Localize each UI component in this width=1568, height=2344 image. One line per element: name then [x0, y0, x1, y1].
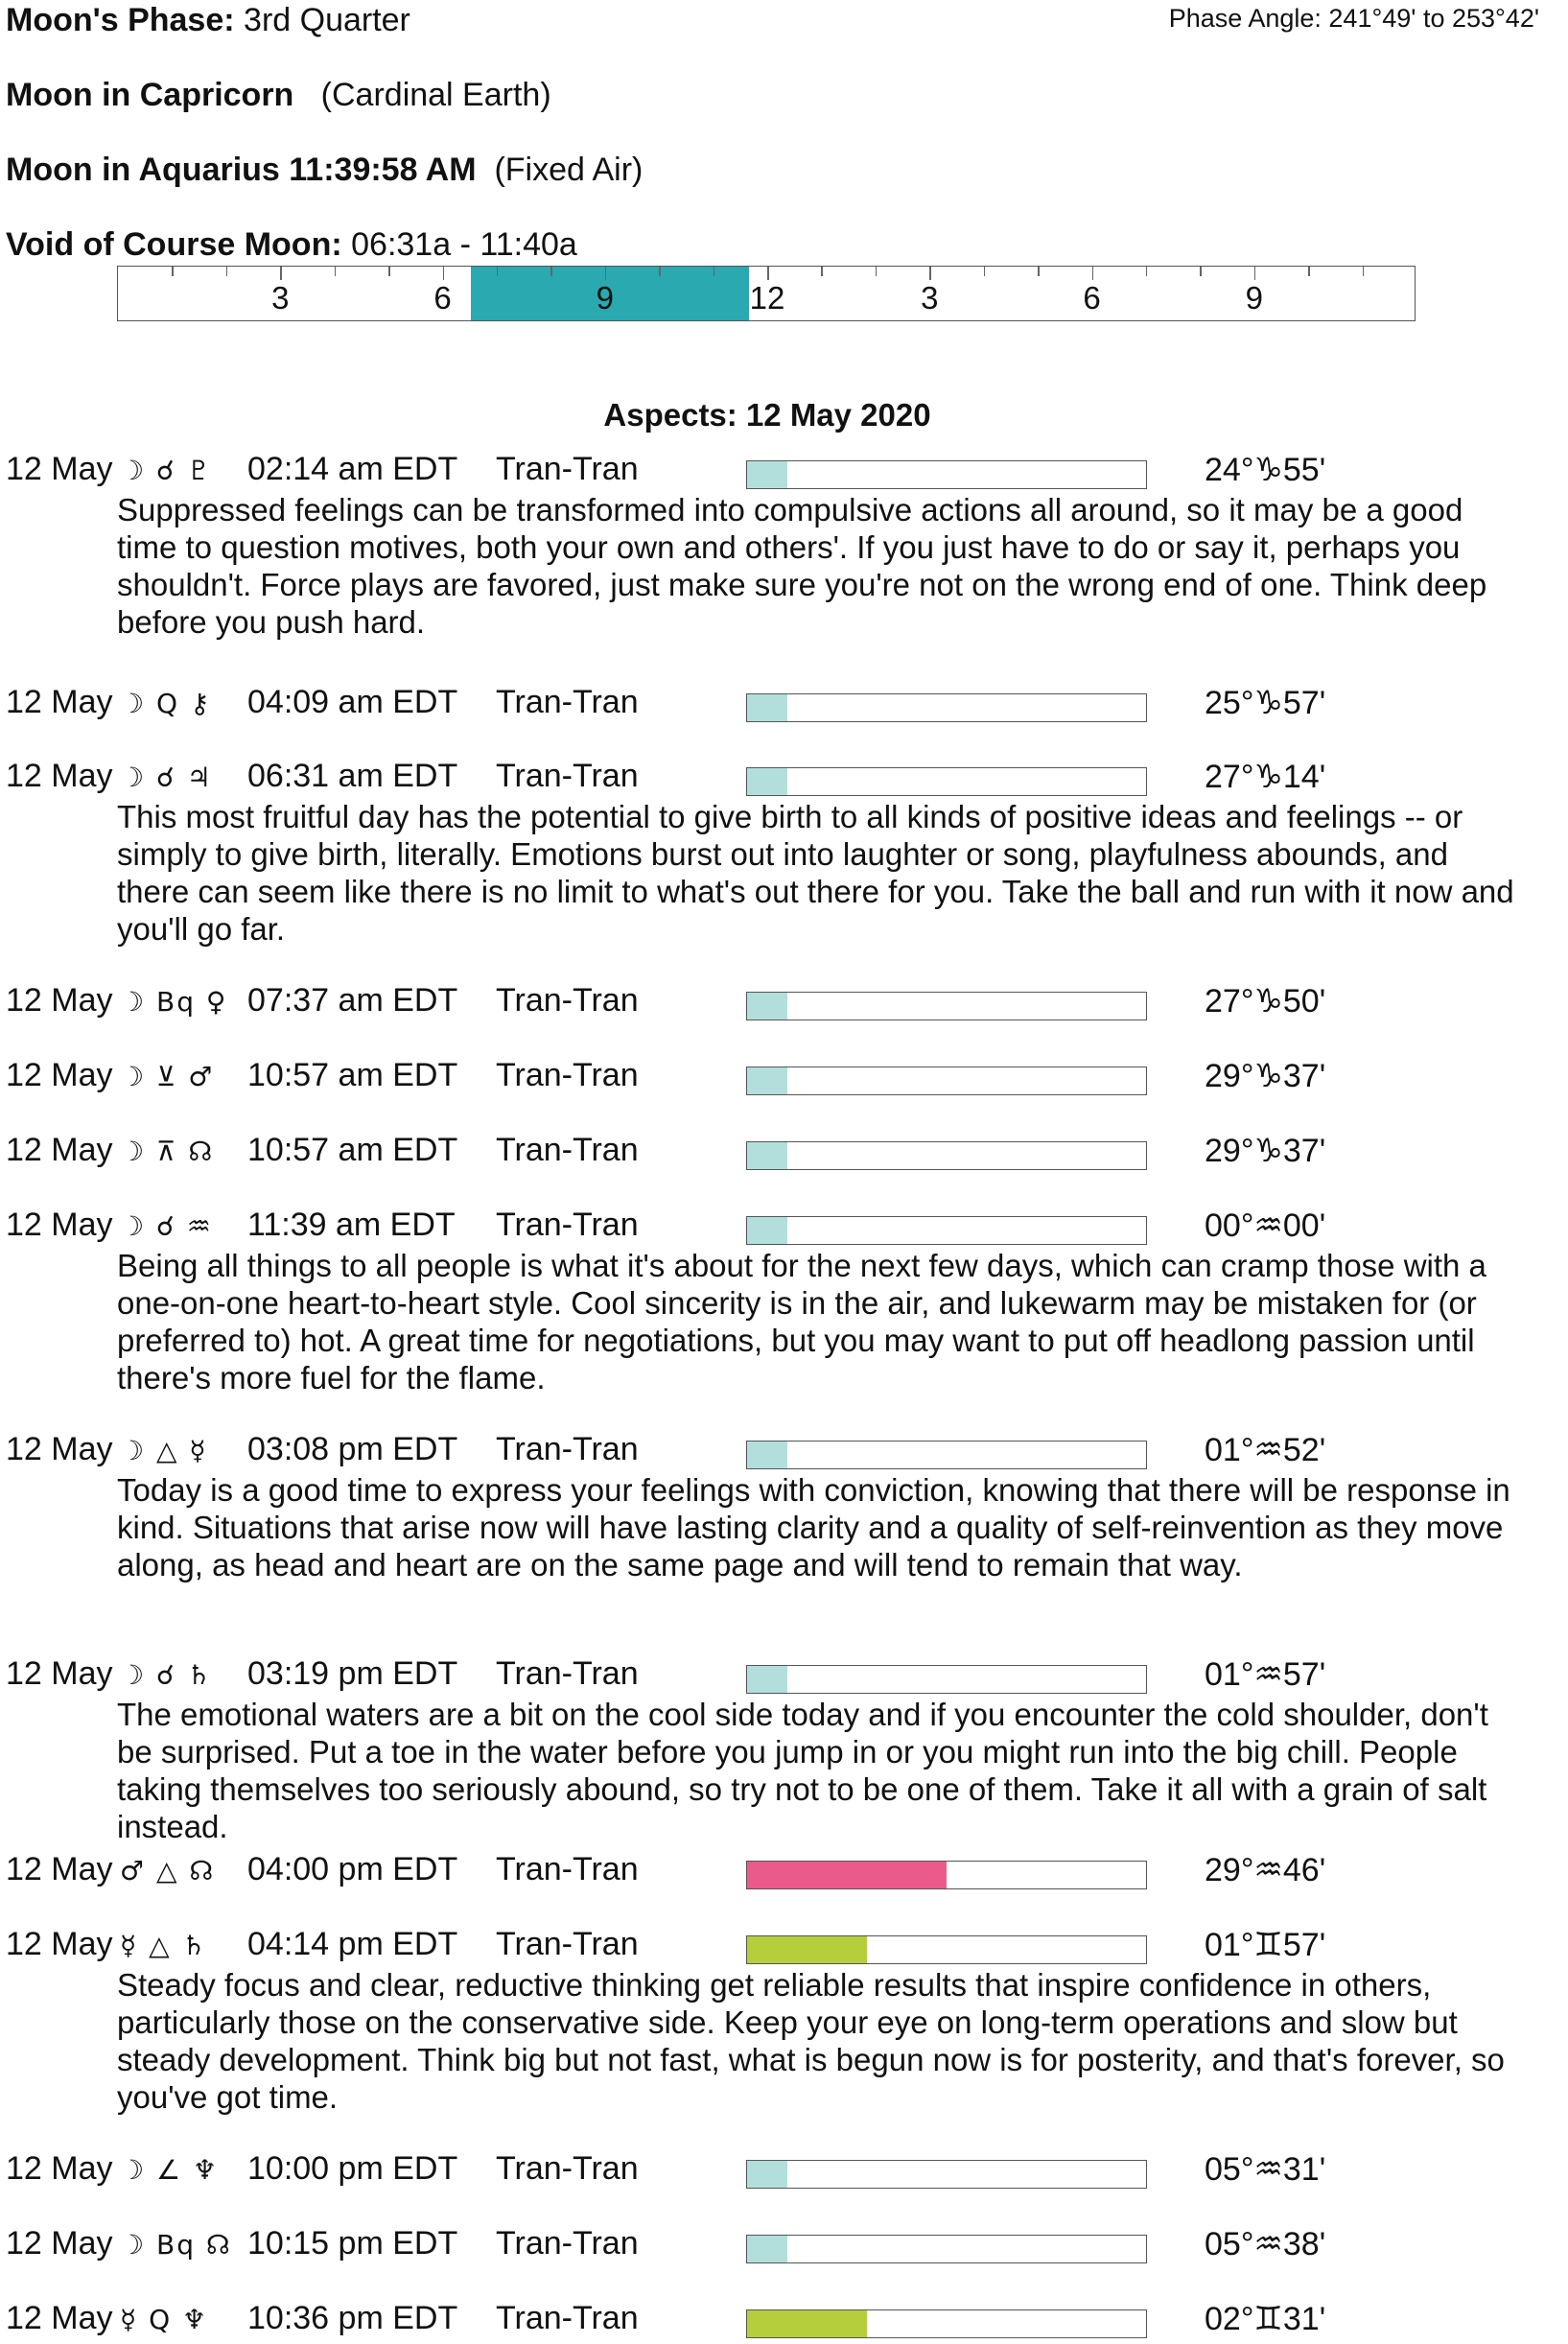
aspect-strength-bar: [746, 1141, 1147, 1170]
aspect-strength-fill: [747, 2236, 787, 2262]
aspect-strength-fill: [747, 1217, 787, 1244]
aspect-row: [0, 1132, 1568, 1174]
aspect-date: 12 May: [6, 1057, 113, 1093]
aspect-glyphs: ☽ ☌ ♃: [120, 762, 213, 793]
aspect-strength-fill: [747, 2310, 867, 2337]
aspect-row: [0, 1851, 1568, 1893]
aspect-strength-bar: [746, 693, 1147, 722]
timeline-tick: [226, 267, 228, 276]
aspect-strength-bar: [746, 767, 1147, 796]
aspect-date: 12 May: [6, 1655, 113, 1692]
aspect-time: 02:14 am EDT: [247, 451, 458, 487]
aspect-type: Tran-Tran: [496, 758, 639, 794]
aspect-glyphs: ☽ ⊼ ☊: [120, 1136, 215, 1167]
aspect-strength-fill: [747, 993, 787, 1020]
voc-value: 06:31a - 11:40a: [351, 226, 577, 263]
aspect-glyphs: ☽ ☌ ♇: [120, 455, 213, 486]
timeline-tick: [1200, 267, 1202, 276]
moon-sign-2-value: (Fixed Air): [494, 152, 644, 188]
aspect-glyphs: ♂ △ ☊: [120, 1855, 216, 1887]
aspect-row: [0, 2225, 1568, 2267]
aspect-description: Suppressed feelings can be transformed into compulsive actions all around, so it may be a good time to question motives, both your own and others'. If you just have to do or say it, perhaps you shouldn't. Force plays are favored, just make sure you're not on the wrong end of one. Think deep before you push hard.: [117, 492, 1487, 640]
timeline-tick: [984, 267, 986, 276]
timeline-tick: [1038, 267, 1040, 276]
aspect-date: 12 May: [6, 684, 113, 720]
aspect-strength-bar: [746, 1067, 1147, 1095]
aspect-strength-fill: [747, 1666, 787, 1693]
aspect-type: Tran-Tran: [496, 1132, 639, 1168]
aspect-row: [0, 2150, 1568, 2192]
aspect-position: 01°♒52': [1205, 1432, 1326, 1468]
aspect-date: 12 May: [6, 1207, 113, 1243]
aspect-entry: [0, 1926, 1568, 2116]
aspect-description: The emotional waters are a bit on the cool side today and if you encounter the cold shoulder, don't be surprised. Put a toe in the water before you jump in or you might run into the big chill. People taking themselves too seriously abound, so try not to be one of them. Take it all with a grain of salt instead.: [117, 1697, 1488, 1844]
aspect-date: 12 May: [6, 1926, 113, 1962]
timeline-tick: [1092, 267, 1094, 280]
moon-sign-line-2: [6, 152, 643, 189]
timeline-tick-label: 9: [1245, 280, 1263, 316]
aspect-date: 12 May: [6, 2150, 113, 2187]
aspect-type: Tran-Tran: [496, 2300, 639, 2336]
aspect-description: Steady focus and clear, reductive thinking get reliable results that inspire confidence in others, particularly those on the conservative side. Keep your eye on long-term operations and slow but steady development. Think big but not fast, what is begun now is for posterity, and that's forever, so you've got time.: [117, 1967, 1505, 2115]
aspect-row: [0, 684, 1568, 726]
aspect-strength-bar: [746, 1935, 1147, 1964]
timeline-tick-label: 3: [271, 280, 290, 316]
aspect-position: 27°♑14': [1205, 759, 1326, 795]
aspect-time: 04:14 pm EDT: [247, 1926, 458, 1962]
aspect-description: Being all things to all people is what it's about for the next few days, which can cramp those with a one-on-one heart-to-heart style. Cool sincerity is in the air, and lukewarm may be mistaken for (or preferred to) hot. A great time for negotiations, but you may want to put off headlong passion until there's more fuel for the flame.: [117, 1248, 1486, 1395]
aspects-title: Aspects: 12 May 2020: [603, 397, 931, 433]
timeline-tick: [659, 267, 661, 276]
aspect-position: 01°♒57': [1205, 1656, 1326, 1693]
phase-angle-value: 241°49' to 253°42': [1328, 4, 1539, 33]
timeline-tick: [767, 267, 769, 280]
aspect-strength-bar: [746, 1216, 1147, 1245]
aspect-type: Tran-Tran: [496, 1431, 639, 1467]
aspect-strength-fill: [747, 694, 787, 721]
aspect-entry: [0, 451, 1568, 641]
aspect-date: 12 May: [6, 758, 113, 794]
aspect-time: 04:00 pm EDT: [247, 1851, 458, 1887]
aspect-position: 25°♑57': [1205, 685, 1326, 721]
aspect-position: 05°♒38': [1205, 2226, 1326, 2262]
aspect-type: Tran-Tran: [496, 1655, 639, 1692]
aspect-type: Tran-Tran: [496, 982, 639, 1019]
aspect-strength-bar: [746, 2235, 1147, 2263]
aspect-date: 12 May: [6, 451, 113, 487]
timeline-tick: [1254, 267, 1256, 280]
aspect-position: 02°♊31': [1205, 2301, 1326, 2337]
void-of-course-line: [6, 226, 577, 264]
aspect-strength-bar: [746, 460, 1147, 489]
aspect-strength-fill: [747, 1936, 867, 1963]
aspect-glyphs: ☽ △ ☿: [120, 1435, 208, 1466]
aspect-strength-bar: [746, 1665, 1147, 1694]
timeline-tick: [497, 267, 499, 276]
aspect-entry: [0, 1431, 1568, 1583]
aspect-time: 04:09 am EDT: [247, 684, 458, 720]
aspect-strength-bar: [746, 2160, 1147, 2189]
aspect-time: 06:31 am EDT: [247, 758, 458, 794]
void-of-course-timeline: [117, 266, 1416, 321]
aspect-position: 05°♒31': [1205, 2151, 1326, 2188]
aspect-position: 29°♒46': [1205, 1852, 1326, 1888]
timeline-tick-label: 3: [921, 280, 939, 316]
aspect-row: [0, 1926, 1568, 1968]
aspect-description: This most fruitful day has the potential to give birth to all kinds of positive ideas and feelings -- or simply to give birth, literally. Emotions burst out into laughter or song, playfulness abounds, and there can seem like there is no limit to what's out there for you. Take the ball and run with it now and you'll go far.: [117, 799, 1514, 947]
aspect-entry: [0, 1655, 1568, 1845]
aspect-entry: [0, 684, 1568, 726]
moon-sign-1-value: (Cardinal Earth): [320, 77, 551, 113]
aspect-entry: [0, 1207, 1568, 1396]
aspect-strength-fill: [747, 1142, 787, 1169]
aspect-row: [0, 1431, 1568, 1473]
aspect-entry: [0, 2300, 1568, 2342]
aspect-glyphs: ☽ Bq ☊: [120, 2229, 232, 2261]
aspect-row: [0, 451, 1568, 493]
aspect-glyphs: ☽ ∠ ♆: [120, 2154, 220, 2186]
timeline-tick-label: 6: [433, 280, 452, 316]
timeline-tick: [550, 267, 552, 276]
aspect-row: [0, 1207, 1568, 1249]
aspect-time: 11:39 am EDT: [247, 1207, 456, 1243]
voc-label: Void of Course Moon:: [6, 226, 342, 263]
aspect-date: 12 May: [6, 982, 113, 1019]
timeline-tick-label: 6: [1083, 280, 1101, 316]
aspect-entry: [0, 982, 1568, 1024]
aspect-type: Tran-Tran: [496, 451, 639, 487]
timeline-tick: [443, 267, 445, 280]
moon-phase-value: 3rd Quarter: [244, 2, 410, 38]
aspect-time: 10:57 am EDT: [247, 1057, 458, 1093]
aspect-entry: [0, 1132, 1568, 1174]
aspect-glyphs: ☿ Q ♆: [120, 2304, 209, 2335]
moon-phase-line: [6, 2, 410, 39]
timeline-tick: [821, 267, 823, 276]
moon-sign-1-label: Moon in Capricorn: [6, 77, 294, 113]
aspect-glyphs: ☽ ⊻ ♂: [120, 1061, 215, 1092]
aspect-time: 10:57 am EDT: [247, 1132, 458, 1168]
timeline-tick: [876, 267, 878, 276]
timeline-tick: [1146, 267, 1148, 276]
aspect-type: Tran-Tran: [496, 1057, 639, 1093]
moon-phase-label: Moon's Phase:: [6, 2, 235, 38]
timeline-tick: [335, 267, 337, 276]
moon-sign-line-1: [6, 77, 551, 114]
aspect-glyphs: ☽ ☌ ♒: [120, 1210, 213, 1242]
aspect-type: Tran-Tran: [496, 684, 639, 720]
phase-angle-label: Phase Angle:: [1168, 4, 1322, 33]
moon-sign-2-label: Moon in Aquarius 11:39:58 AM: [6, 152, 477, 188]
timeline-tick: [1308, 267, 1310, 276]
timeline-tick: [1363, 267, 1365, 276]
aspect-glyphs: ☽ Bq ♀: [120, 986, 228, 1018]
aspect-strength-fill: [747, 461, 787, 488]
aspect-strength-fill: [747, 2161, 787, 2188]
aspect-position: 29°♑37': [1205, 1058, 1326, 1094]
timeline-tick: [172, 267, 174, 276]
timeline-tick: [280, 267, 282, 280]
aspect-row: [0, 2300, 1568, 2342]
aspect-glyphs: ☽ Q ⚷: [120, 688, 212, 719]
aspect-position: 00°♒00': [1205, 1207, 1326, 1244]
aspect-time: 10:15 pm EDT: [247, 2225, 458, 2262]
aspect-position: 01°♊57': [1205, 1927, 1326, 1963]
aspect-strength-bar: [746, 1441, 1147, 1469]
aspect-type: Tran-Tran: [496, 1207, 639, 1243]
aspect-date: 12 May: [6, 1851, 113, 1887]
aspect-row: [0, 1057, 1568, 1099]
aspect-row: [0, 982, 1568, 1024]
aspect-date: 12 May: [6, 1132, 113, 1168]
aspect-row: [0, 758, 1568, 800]
timeline-tick: [929, 267, 931, 280]
aspect-strength-bar: [746, 1861, 1147, 1889]
aspect-date: 12 May: [6, 1431, 113, 1467]
timeline-tick-label: 12: [749, 280, 785, 316]
aspect-description: Today is a good time to express your feelings with conviction, knowing that there will be response in kind. Situations that arise now will have lasting clarity and a quality of self-reinvention as they move along, as head and heart are on the same page and will tend to remain that way.: [117, 1472, 1510, 1582]
aspect-entry: [0, 758, 1568, 948]
aspect-strength-bar: [746, 992, 1147, 1020]
timeline-tick: [714, 267, 715, 276]
aspect-glyphs: ☿ △ ♄: [120, 1930, 208, 1961]
aspect-glyphs: ☽ ☌ ♄: [120, 1659, 213, 1691]
timeline-tick: [605, 267, 607, 280]
aspect-entry: [0, 1057, 1568, 1099]
aspect-position: 27°♑50': [1205, 983, 1326, 1020]
aspect-time: 10:00 pm EDT: [247, 2150, 458, 2187]
aspect-entry: [0, 2150, 1568, 2192]
aspect-time: 10:36 pm EDT: [247, 2300, 458, 2336]
aspect-type: Tran-Tran: [496, 2225, 639, 2262]
aspect-entry: [0, 2225, 1568, 2267]
aspect-strength-fill: [747, 1862, 947, 1888]
aspect-type: Tran-Tran: [496, 1926, 639, 1962]
aspect-position: 24°♑55': [1205, 452, 1326, 488]
aspect-type: Tran-Tran: [496, 1851, 639, 1887]
aspect-type: Tran-Tran: [496, 2150, 639, 2187]
aspect-position: 29°♑37': [1205, 1133, 1326, 1169]
aspect-time: 03:08 pm EDT: [247, 1431, 458, 1467]
aspect-entry: [0, 1851, 1568, 1893]
aspect-strength-fill: [747, 768, 787, 795]
aspect-strength-fill: [747, 1067, 787, 1094]
aspect-time: 07:37 am EDT: [247, 982, 458, 1019]
aspect-date: 12 May: [6, 2225, 113, 2262]
timeline-tick-label: 9: [596, 280, 614, 316]
aspect-time: 03:19 pm EDT: [247, 1655, 458, 1692]
aspect-row: [0, 1655, 1568, 1698]
aspect-strength-bar: [746, 2309, 1147, 2338]
aspect-date: 12 May: [6, 2300, 113, 2336]
timeline-tick: [388, 267, 390, 276]
phase-angle: [1169, 4, 1539, 34]
aspect-strength-fill: [747, 1442, 787, 1468]
